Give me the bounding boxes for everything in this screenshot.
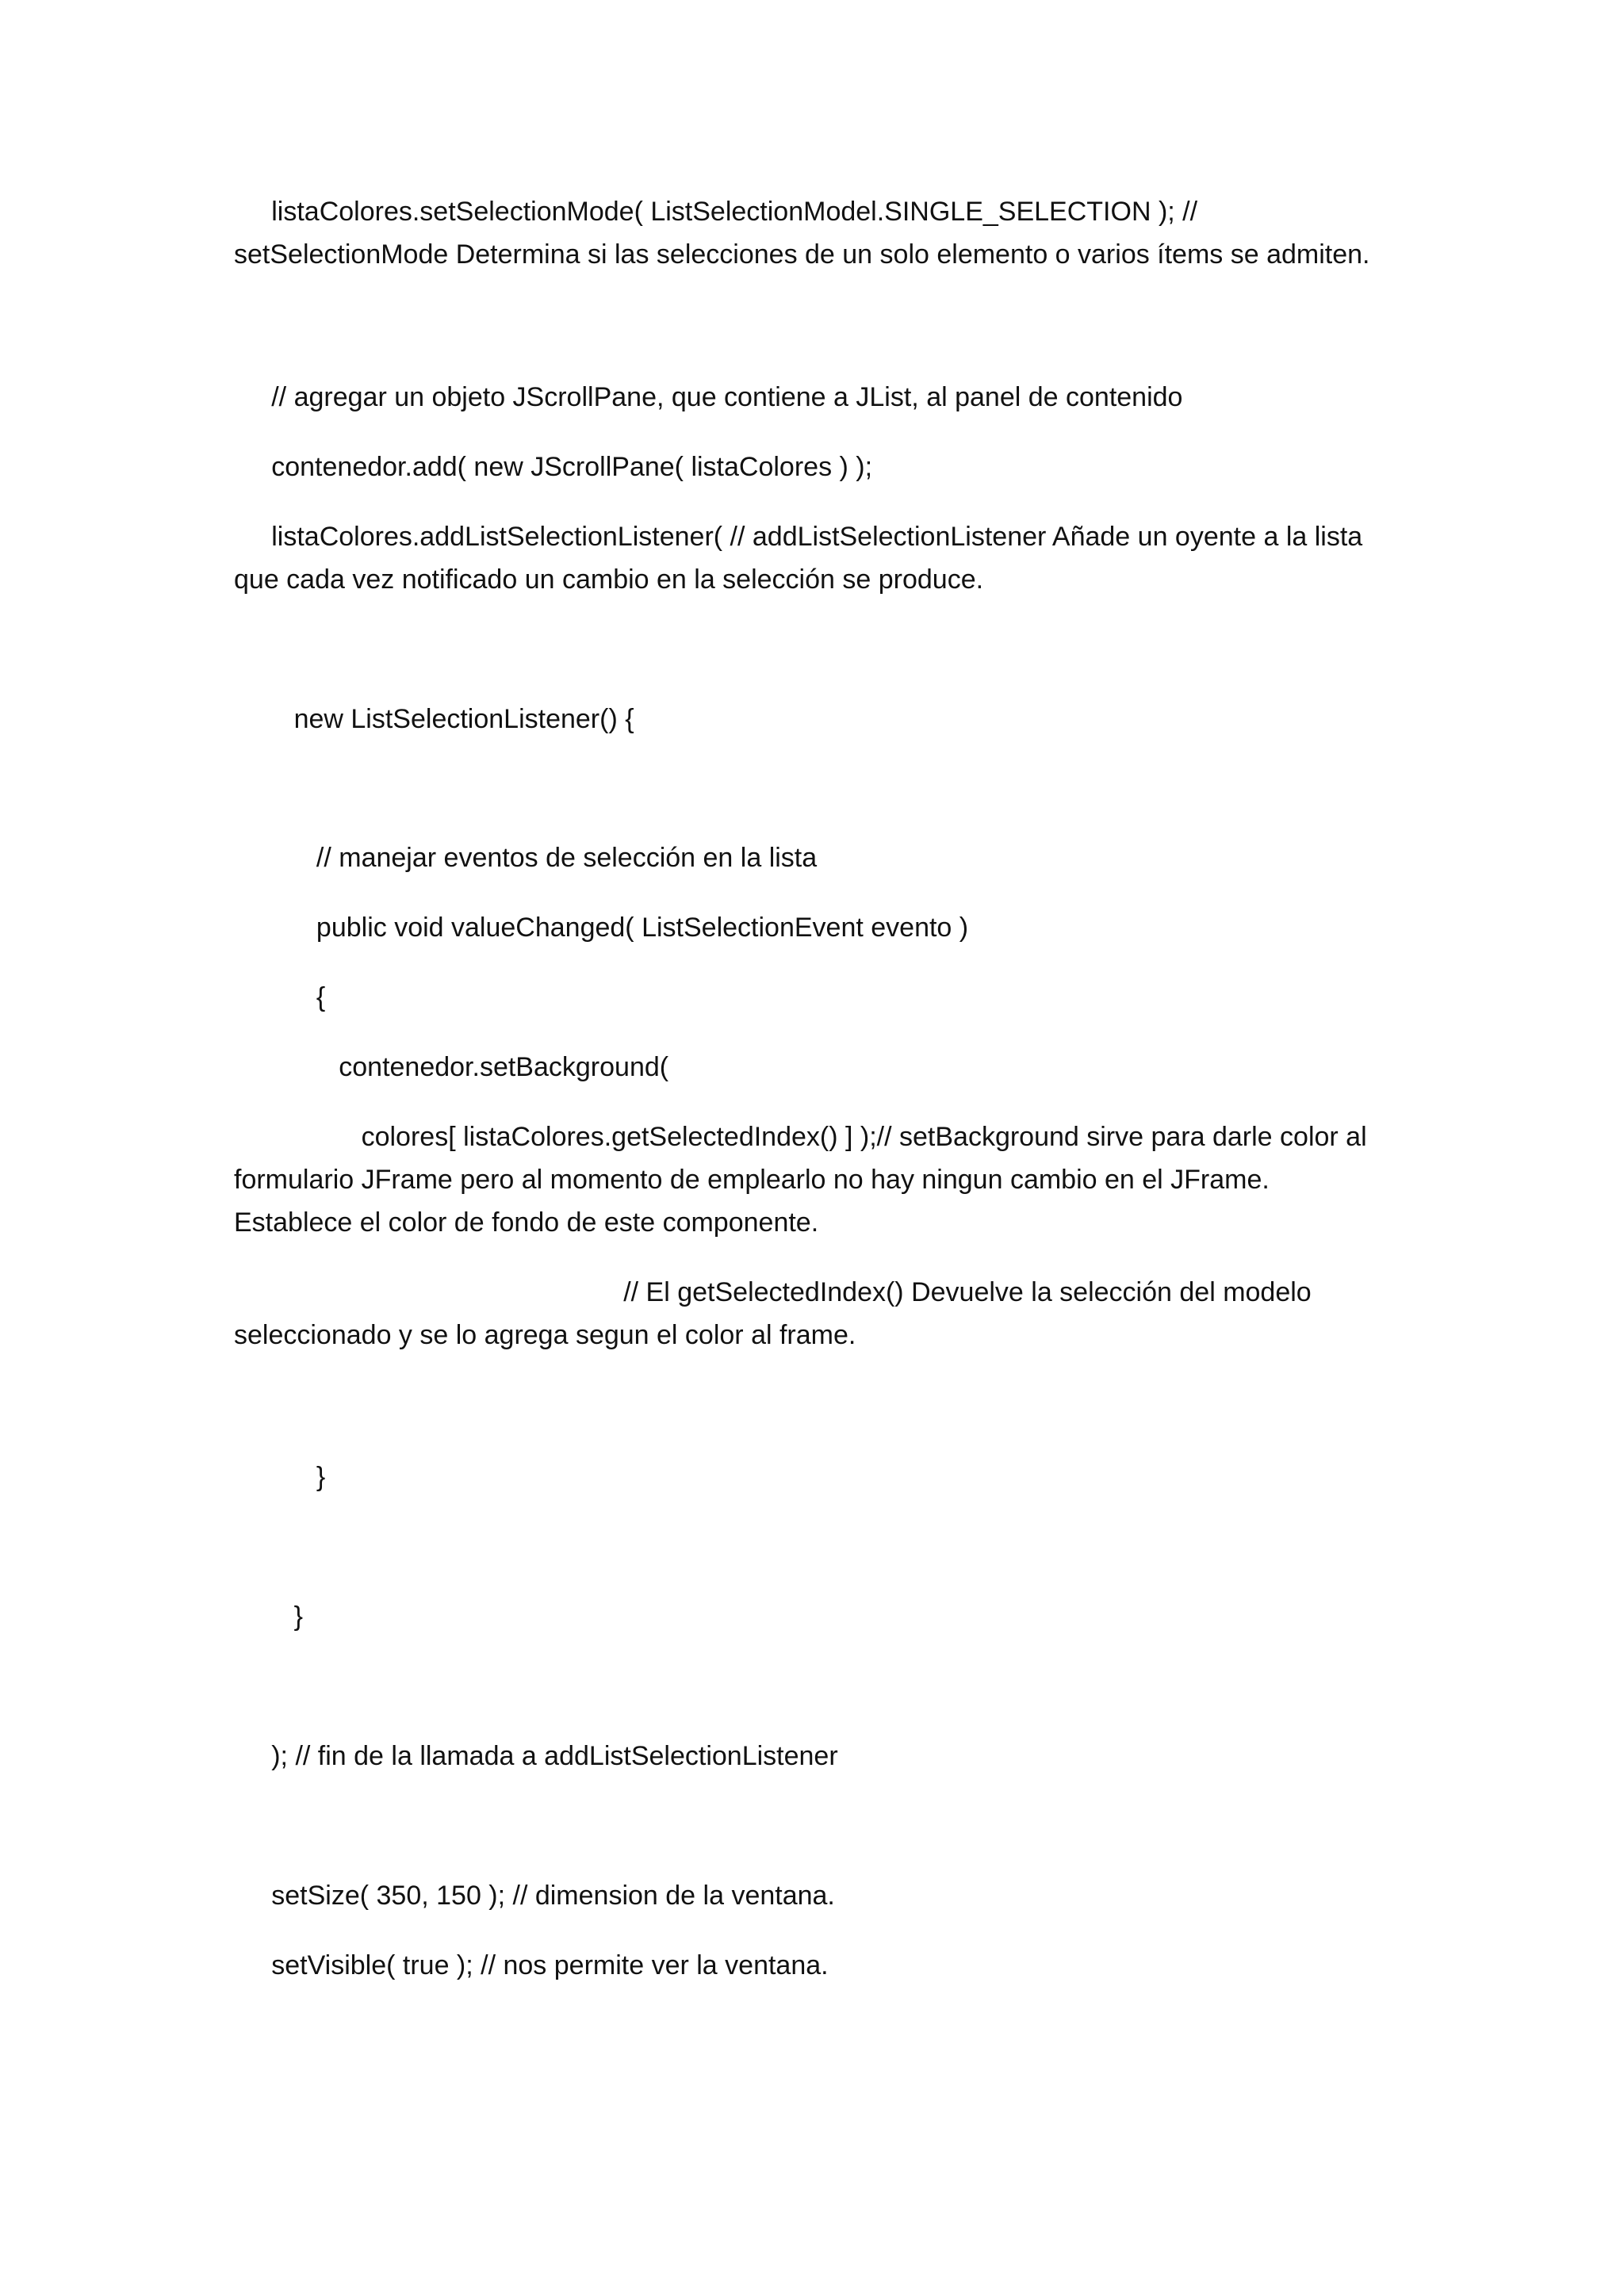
comment-line-get-selected-index: // El getSelectedIndex() Devuelve la selección del modelo seleccionado y se lo agrega segun el color al frame. [234, 1277, 1312, 1350]
code-line-close-brace-class: } [234, 1601, 303, 1632]
code-line-value-changed: public void valueChanged( ListSelectionEvent evento ) [234, 913, 969, 943]
code-line-open-brace: { [234, 982, 326, 1012]
code-line-set-background: contenedor.setBackground( [234, 1052, 669, 1082]
code-line-set-selection-mode: listaColores.setSelectionMode( ListSelectionModel.SINGLE_SELECTION ); // setSelectionMode Determina si las selecciones de un solo elemento o varios ítems se admiten. [234, 197, 1370, 270]
comment-line-add-scrollpane: // agregar un objeto JScrollPane, que contiene a JList, al panel de contenido [234, 382, 1183, 412]
code-line-contenedor-add: contenedor.add( new JScrollPane( listaColores ) ); [234, 452, 873, 482]
code-line-set-size: setSize( 350, 150 ); // dimension de la ventana. [234, 1881, 835, 1911]
code-line-add-list-selection-listener: listaColores.addListSelectionListener( // addListSelectionListener Añade un oyente a la lista que cada vez notificado un cambio en la selección se produce. [234, 522, 1363, 595]
code-line-new-listener: new ListSelectionListener() { [234, 704, 634, 734]
code-line-colores: colores[ listaColores.getSelectedIndex() ] );// setBackground sirve para darle color al formulario JFrame pero al momento de emplearlo no hay ningun cambio en el JFrame. Establece el color de fondo de este componente. [234, 1122, 1367, 1238]
code-line-set-visible: setVisible( true ); // nos permite ver la ventana. [234, 1950, 829, 1980]
code-line-close-brace-method: } [234, 1462, 326, 1492]
comment-line-manejar-eventos: // manejar eventos de selección en la lista [234, 843, 818, 873]
code-line-end-listener-call: ); // fin de la llamada a addListSelectionListener [234, 1741, 838, 1771]
